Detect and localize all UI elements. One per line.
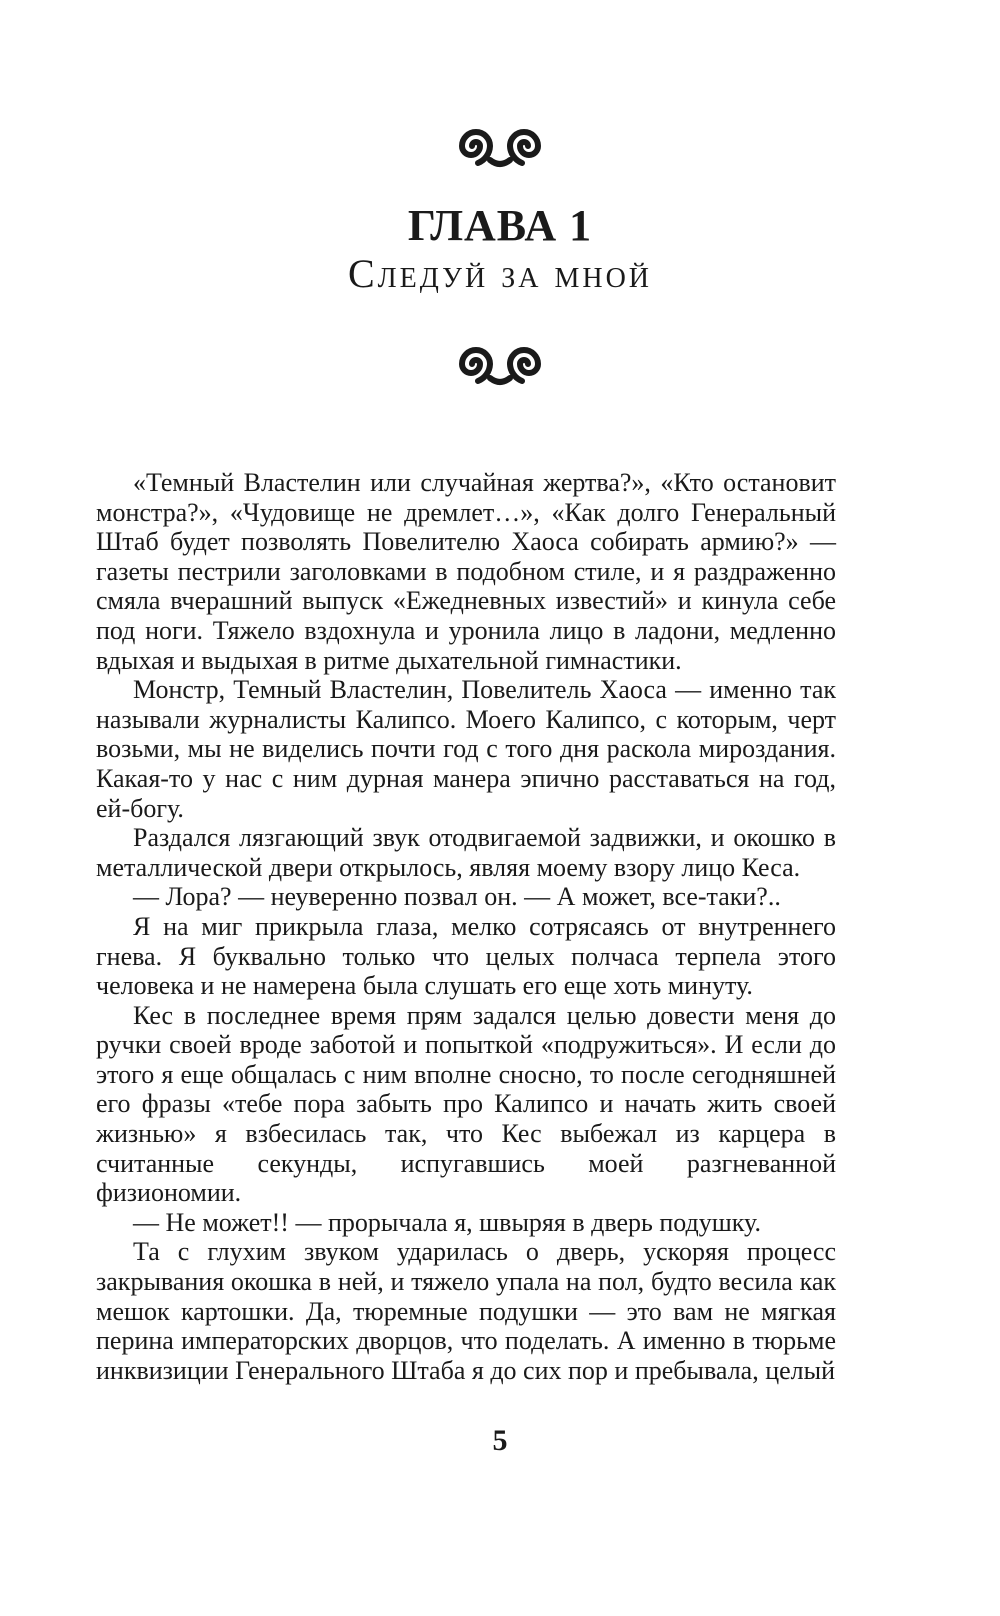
paragraph: Раздался лязгающий звук отодвигаемой задвижки, и окошко в металлической двери открылось, являя моему взору лицо Кеса.	[96, 823, 836, 882]
paragraph: Кес в последнее время прям задался целью довести меня до ручки своей вроде заботой и попыткой «подружиться». И если до этого я еще общалась с ним вполне сносно, то после сегодняшней его фразы «тебе пора забыть про Калипсо и начать жить своей жизнью» я взбесилась так, что Кес выбежал из карцера в считанные секунды, испугавшись моей разгневанной физиономии.	[96, 1000, 836, 1208]
chapter-title: Следуй за мной	[347, 251, 653, 296]
paragraph: Та с глухим звуком ударилась о дверь, ускоряя процесс закрывания окошка в ней, и тяжело упала на пол, будто весила как мешок картошки. Да, тюремные подушки — это вам не мягкая перина императорских дворцов, что поделать. А именно в тюрьме инквизиции Генерального Штаба я до сих пор и пребывала, целый	[96, 1237, 836, 1385]
paragraph: Я на миг прикрыла глаза, мелко сотрясаясь от внутреннего гнева. Я буквально только что целых полчаса терпела этого человека и не намерена была слушать его еще хоть минуту.	[96, 911, 836, 1001]
page-number: 5	[492, 1424, 508, 1457]
chapter-body	[96, 468, 836, 1385]
paragraph: «Темный Властелин или случайная жертва?», «Кто остановит монстра?», «Чудовище не дремлет…», «Как долго Генеральный Штаб будет позволять Повелителю Хаоса собирать армию?» — газеты пестрили заголовками в подобном стиле, и я раздраженно смяла вчерашний выпуск «Ежедневных известий» и кинула себе под ноги. Тяжело вздохнула и уронила лицо в ладони, медленно вдыхая и выдыхая в ритме дыхательной гимнастики.	[96, 468, 836, 675]
spiral-ornament-icon	[452, 120, 548, 172]
chapter-label: ГЛАВА 1	[407, 201, 593, 250]
paragraph: Монстр, Темный Властелин, Повелитель Хаоса — именно так называли журналисты Калипсо. Моего Калипсо, с которым, черт возьми, мы не виделись почти год с того дня раскола мироздания. Какая-то у нас с ним дурная манера эпично расставаться на год, ей-богу.	[96, 675, 836, 823]
spiral-ornament-icon	[452, 338, 548, 390]
paragraph: — Не может!! — прорычала я, швыряя в дверь подушку.	[133, 1207, 761, 1237]
paragraph: — Лора? — неуверенно позвал он. — А может, все-таки?..	[133, 882, 781, 912]
